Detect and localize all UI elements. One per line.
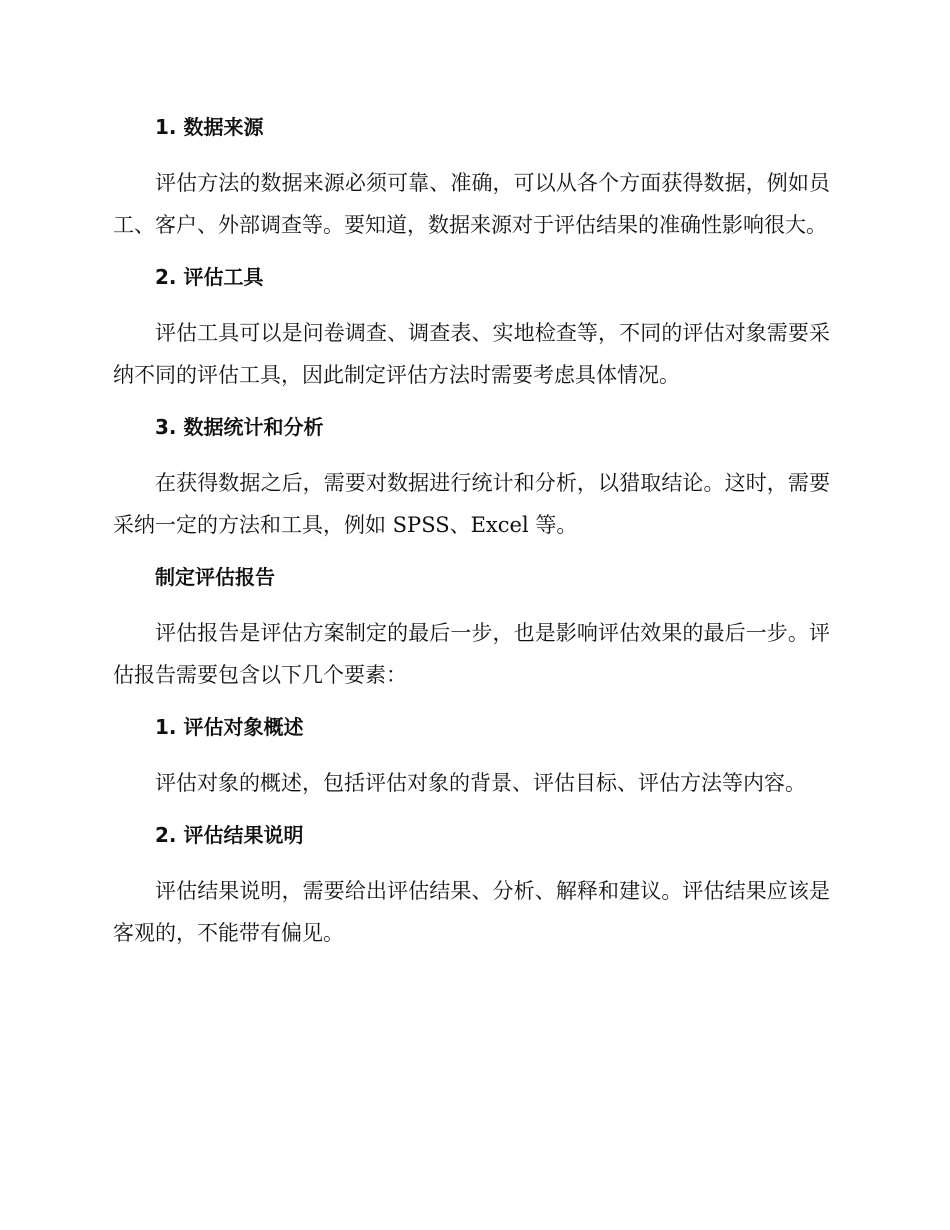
section-body-object-overview: 评估对象的概述，包括评估对象的背景、评估目标、评估方法等内容。 — [155, 771, 806, 795]
section-heading-data-source: 1. 数据来源 — [155, 115, 264, 139]
section-heading-evaluation-report: 制定评估报告 — [155, 565, 275, 589]
document-content — [113, 108, 830, 966]
section-heading-object-overview: 1. 评估对象概述 — [155, 715, 304, 739]
section-body-result-explanation: 评估结果说明，需要给出评估结果、分析、解释和建议。评估结果应该是客观的，不能带有偏见。 — [113, 879, 830, 945]
section-body-statistics-analysis: 在获得数据之后，需要对数据进行统计和分析，以猎取结论。这时，需要采纳一定的方法和工具，例如 SPSS、Excel 等。 — [113, 471, 830, 537]
section-body-evaluation-report: 评估报告是评估方案制定的最后一步，也是影响评估效果的最后一步。评估报告需要包含以下几个要素： — [113, 621, 830, 687]
section-heading-statistics-analysis: 3. 数据统计和分析 — [155, 415, 324, 439]
section-heading-evaluation-tools: 2. 评估工具 — [155, 265, 264, 289]
section-body-data-source: 评估方法的数据来源必须可靠、准确，可以从各个方面获得数据，例如员工、客户、外部调查等。要知道，数据来源对于评估结果的准确性影响很大。 — [113, 171, 830, 237]
section-heading-result-explanation: 2. 评估结果说明 — [155, 823, 304, 847]
section-body-evaluation-tools: 评估工具可以是问卷调查、调查表、实地检查等，不同的评估对象需要采纳不同的评估工具，因此制定评估方法时需要考虑具体情况。 — [113, 321, 830, 387]
